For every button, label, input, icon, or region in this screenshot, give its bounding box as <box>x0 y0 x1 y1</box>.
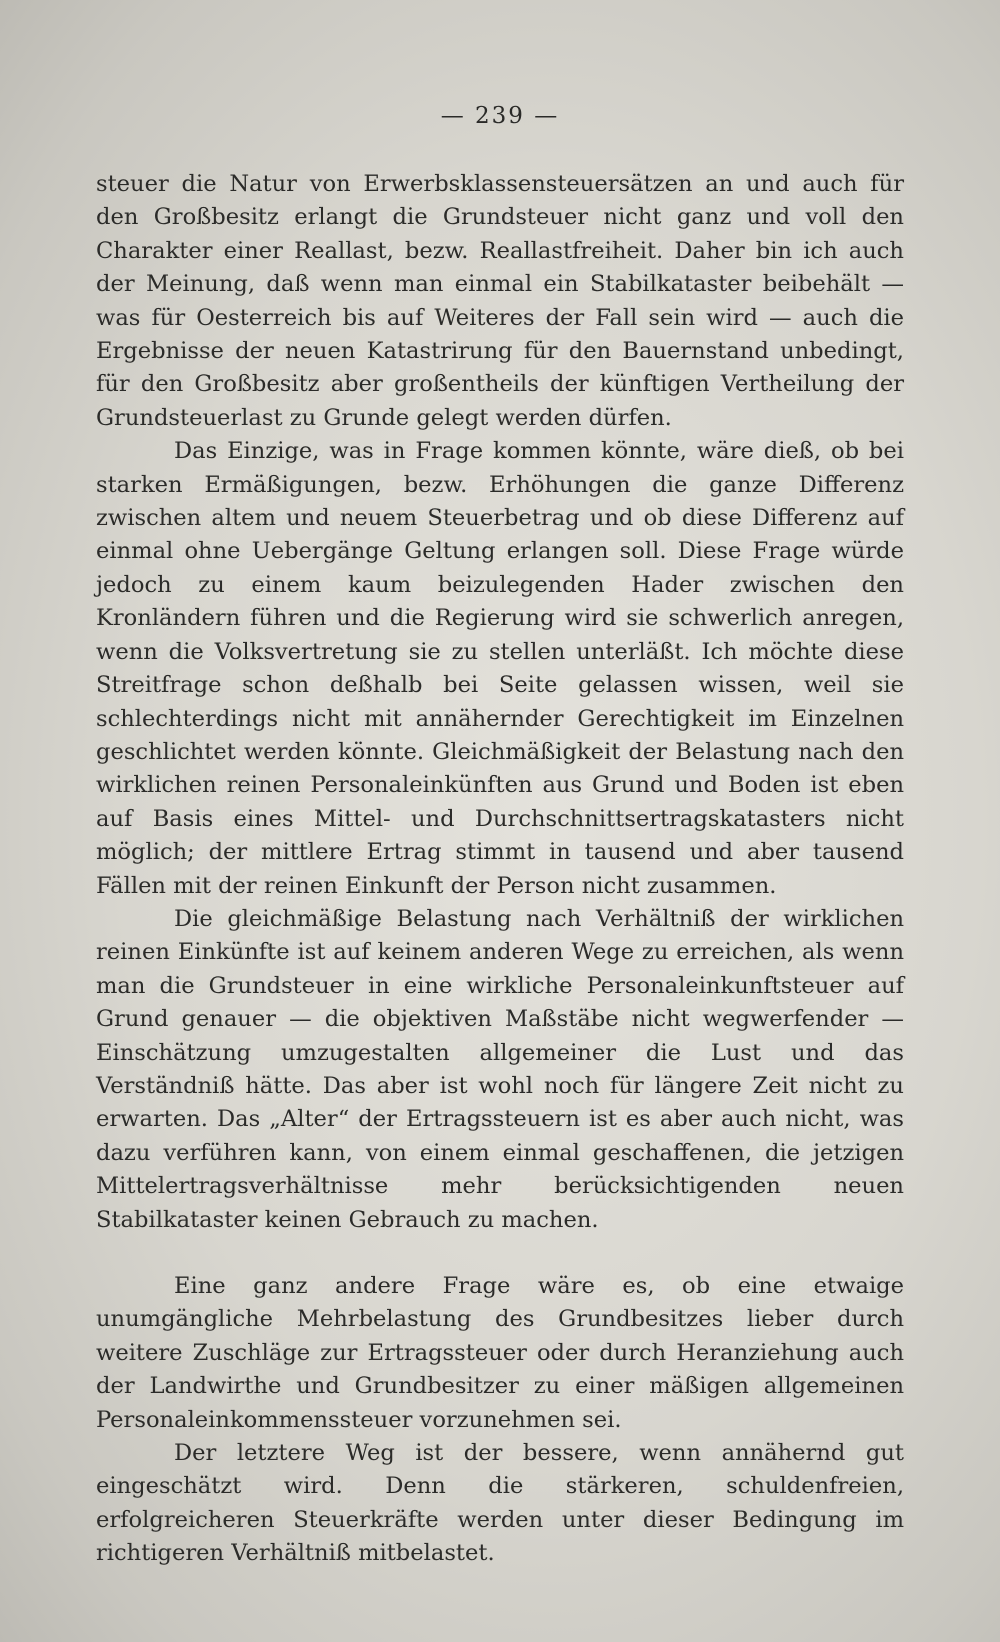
body-text <box>96 168 904 1571</box>
paragraph-2: Das Einzige, was in Frage kommen könnte, wäre dieß, ob bei starken Ermäßigungen, bezw. Erhöhungen die ganze Differenz zwischen altem und neuem Steuerbetrag und ob diese Differenz auf einmal ohne Uebergänge Geltung erlangen soll. Diese Frage würde jedoch zu einem kaum beizulegenden Hader zwischen den Kronländern führen und die Regierung wird sie schwerlich anregen, wenn die Volksvertretung sie zu stellen unterläßt. Ich möchte diese Streitfrage schon deßhalb bei Seite gelassen wissen, weil sie schlechterdings nicht mit annähernder Gerechtigkeit im Einzelnen geschlichtet werden könnte. Gleichmäßigkeit der Belastung nach den wirklichen reinen Personaleinkünften aus Grund und Boden ist eben auf Basis eines Mittel- und Durchschnittsertragskatasters nicht möglich; der mittlere Ertrag stimmt in tausend und aber tausend Fällen mit der reinen Einkunft der Person nicht zusammen. <box>96 438 904 899</box>
paragraph-5: Der letztere Weg ist der bessere, wenn annähernd gut eingeschätzt wird. Denn die stärkeren, schuldenfreien, erfolgreicheren Steuerkräfte werden unter dieser Bedingung im richtigeren Verhältniß mitbelastet. <box>96 1440 904 1567</box>
paragraph-1: steuer die Natur von Erwerbsklassensteuersätzen an und auch für den Großbesitz erlangt die Grundsteuer nicht ganz und voll den Charakter einer Reallast, bezw. Reallastfreiheit. Daher bin ich auch der Meinung, daß wenn man einmal ein Stabilkataster beibehält — was für Oesterreich bis auf Weiteres der Fall sein wird — auch die Ergebnisse der neuen Katastrirung für den Bauernstand unbedingt, für den Großbesitz aber großentheils der künftigen Vertheilung der Grundsteuerlast zu Grunde gelegt werden dürfen. <box>96 171 904 431</box>
paragraph-4: Eine ganz andere Frage wäre es, ob eine etwaige unumgängliche Mehrbelastung des Grundbesitzes lieber durch weitere Zuschläge zur Ertragssteuer oder durch Heranziehung auch der Landwirthe und Grundbesitzer zu einer mäßigen allgemeinen Personaleinkommenssteuer vorzunehmen sei. <box>96 1273 904 1433</box>
page-number: — 239 — <box>440 103 560 129</box>
paragraph-3: Die gleichmäßige Belastung nach Verhältniß der wirklichen reinen Einkünfte ist auf keinem anderen Wege zu erreichen, als wenn man die Grundsteuer in eine wirkliche Personaleinkunftsteuer auf Grund genauer — die objektiven Maßstäbe nicht wegwerfender — Einschätzung umzugestalten allgemeiner die Lust und das Verständniß hätte. Das aber ist wohl noch für längere Zeit nicht zu erwarten. Das „Alter“ der Ertragssteuern ist es aber auch nicht, was dazu verführen kann, von einem einmal geschaffenen, die jetzigen Mittelertragsverhältnisse mehr berücksichtigenden neuen Stabilkataster keinen Gebrauch zu machen. <box>96 905 904 1233</box>
